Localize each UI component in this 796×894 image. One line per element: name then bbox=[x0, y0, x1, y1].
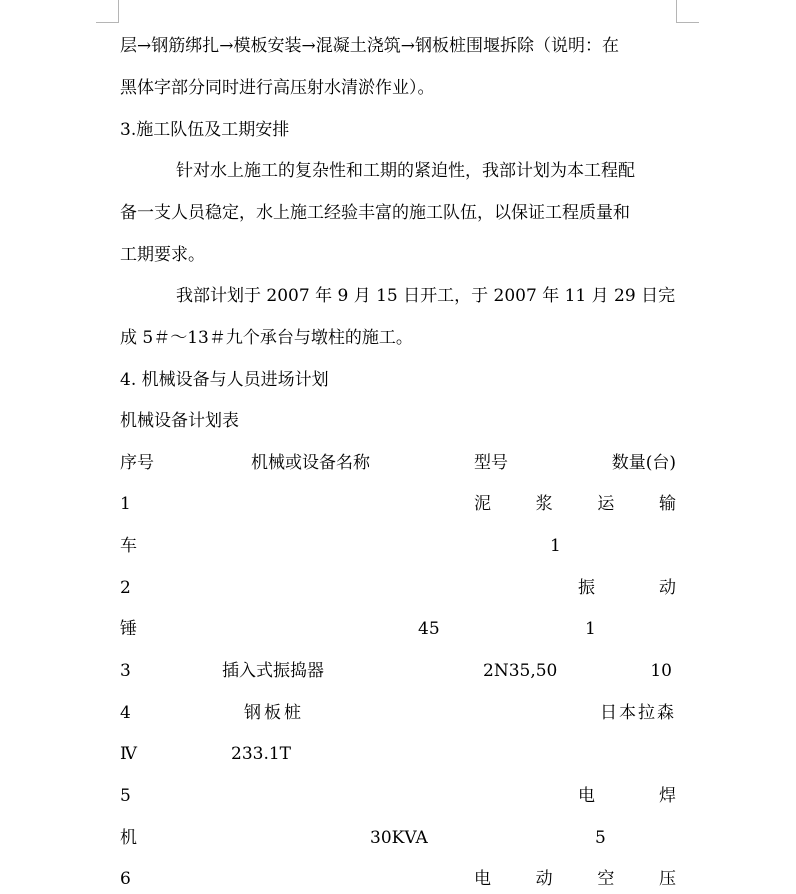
row-seq: 5 bbox=[120, 786, 131, 806]
row-quantity: 10 bbox=[650, 661, 672, 681]
row-name: 插入式振捣器 bbox=[222, 661, 324, 681]
table-title: 机械设备计划表 bbox=[120, 411, 239, 431]
table-row bbox=[120, 656, 676, 686]
row-seq: 3 bbox=[120, 661, 131, 681]
row-seq: 6 bbox=[120, 869, 131, 889]
row-name: 钢板桩 bbox=[244, 703, 304, 723]
name-char: 泥 bbox=[474, 494, 491, 514]
header-seq: 序号 bbox=[120, 453, 154, 473]
table-row bbox=[120, 698, 676, 728]
table-row-continuation bbox=[120, 531, 676, 561]
body-text-line: 备一支人员稳定，水上施工经验丰富的施工队伍，以保证工程质量和 bbox=[120, 203, 630, 223]
body-text-line: 针对水上施工的复杂性和工期的紧迫性，我部计划为本工程配 bbox=[176, 161, 635, 181]
row-model-cont: Ⅳ bbox=[120, 744, 137, 764]
row-seq: 2 bbox=[120, 578, 131, 598]
row-name-spread bbox=[474, 864, 676, 894]
table-header-row bbox=[120, 448, 676, 478]
body-text-line: 层→钢筋绑扎→模板安装→混凝土浇筑→钢板桩围堰拆除（说明：在 bbox=[120, 36, 619, 56]
section-heading: 3.施工队伍及工期安排 bbox=[120, 120, 290, 140]
table-row bbox=[120, 781, 676, 811]
body-text-line: 我部计划于 2007 年 9 月 15 日开工，于 2007 年 11 月 29 日完 bbox=[176, 286, 676, 306]
row-model: 日本拉森 bbox=[600, 703, 676, 723]
margin-corner-mark-left bbox=[96, 0, 119, 23]
row-model: 2N35,50 bbox=[483, 661, 558, 681]
name-char: 运 bbox=[597, 494, 615, 514]
table-row-continuation bbox=[120, 823, 676, 853]
row-name-cont: 车 bbox=[120, 536, 137, 556]
header-name: 机械或设备名称 bbox=[251, 453, 370, 473]
row-name-spread bbox=[578, 573, 676, 603]
row-seq: 1 bbox=[120, 494, 131, 514]
row-model: 45 bbox=[418, 619, 440, 639]
name-char: 电 bbox=[578, 786, 595, 806]
name-char: 压 bbox=[658, 869, 676, 889]
table-row bbox=[120, 573, 676, 603]
row-model: 30KVA bbox=[370, 828, 428, 848]
header-quantity: 数量(台) bbox=[611, 453, 676, 473]
row-name-cont: 锤 bbox=[120, 619, 137, 639]
body-text-line: 成 5＃～13＃九个承台与墩柱的施工。 bbox=[120, 328, 413, 348]
table-row bbox=[120, 864, 676, 894]
body-text-line: 工期要求。 bbox=[120, 245, 205, 265]
row-quantity: 5 bbox=[595, 828, 606, 848]
header-model: 型号 bbox=[474, 453, 508, 473]
name-char: 空 bbox=[597, 869, 615, 889]
row-name-cont: 机 bbox=[120, 828, 137, 848]
row-name-spread bbox=[578, 781, 676, 811]
name-char: 焊 bbox=[659, 786, 676, 806]
name-char: 动 bbox=[659, 578, 676, 598]
row-name-spread bbox=[474, 489, 676, 519]
table-row-continuation bbox=[120, 614, 676, 644]
row-quantity: 233.1T bbox=[231, 744, 292, 764]
table-row bbox=[120, 489, 676, 519]
row-quantity: 1 bbox=[585, 619, 596, 639]
table-row-continuation bbox=[120, 739, 676, 769]
name-char: 振 bbox=[578, 578, 595, 598]
name-char: 输 bbox=[658, 494, 676, 514]
body-text-line: 黑体字部分同时进行高压射水清淤作业）。 bbox=[120, 78, 435, 98]
row-quantity: 1 bbox=[550, 536, 561, 556]
name-char: 电 bbox=[474, 869, 491, 889]
name-char: 动 bbox=[535, 869, 553, 889]
margin-corner-mark-right bbox=[676, 0, 699, 23]
name-char: 浆 bbox=[535, 494, 553, 514]
section-heading: 4. 机械设备与人员进场计划 bbox=[120, 370, 329, 390]
row-seq: 4 bbox=[120, 703, 131, 723]
